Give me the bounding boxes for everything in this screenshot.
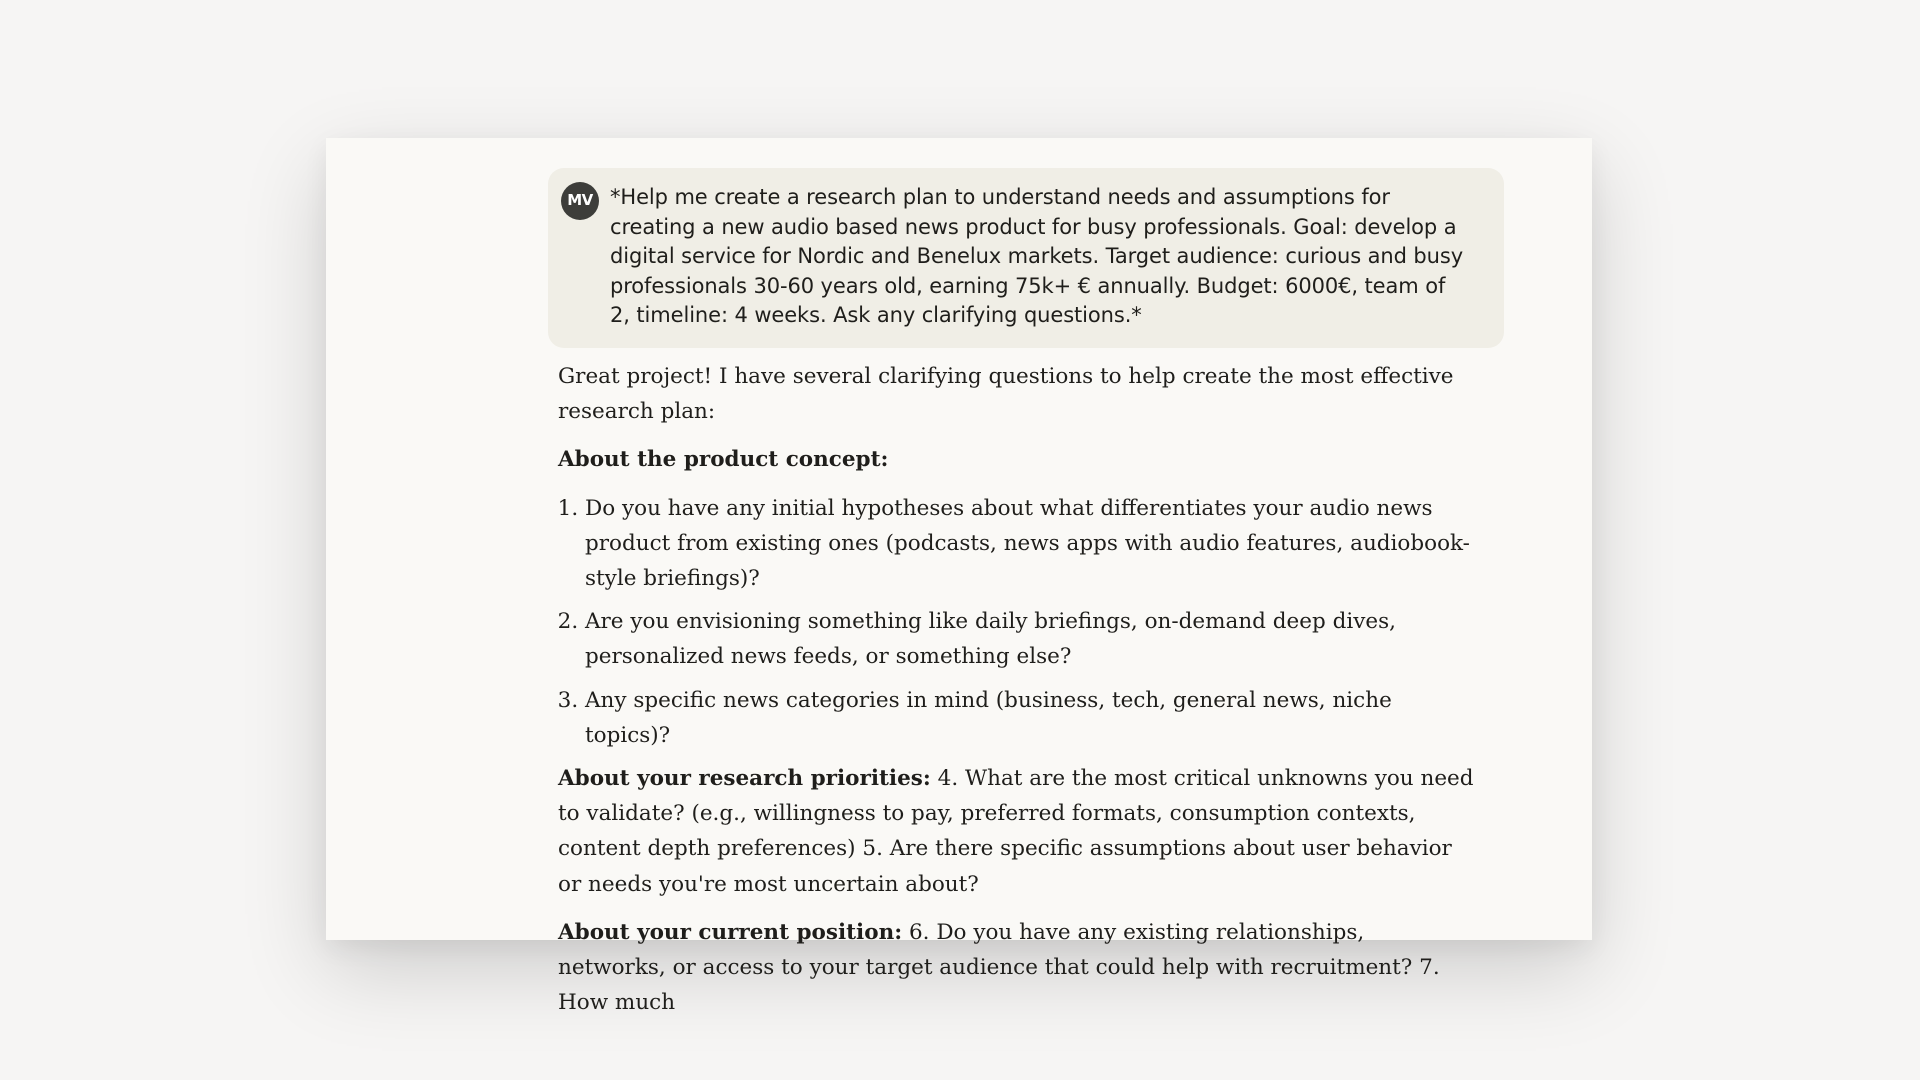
current-position-heading: About your current position:	[558, 919, 903, 945]
product-concept-heading: About the product concept:	[558, 447, 889, 473]
chat-window	[326, 138, 1592, 1016]
product-concept-list	[558, 491, 1478, 753]
assistant-intro: Great project! I have several clarifying questions to help create the most effective research plan:	[558, 364, 1454, 425]
list-item: 2. Are you envisioning something like daily briefings, on-demand deep dives, personalized news feeds, or something else?	[585, 604, 1478, 674]
user-avatar[interactable]: MV	[561, 182, 599, 220]
user-message-bubble	[548, 168, 1504, 348]
current-position-text: 6. Do you have any existing relationships, networks, or access to your target audience that could help with recruitment? 7. How much	[558, 919, 1440, 1016]
assistant-message	[558, 359, 1478, 1033]
list-item: 3. Any specific news categories in mind (business, tech, general news, niche topics)?	[585, 683, 1478, 753]
section-product-concept	[558, 442, 1478, 477]
section-research-priorities	[558, 761, 1478, 902]
research-priorities-text: 4. What are the most critical unknowns you need to validate? (e.g., willingness to pay, preferred formats, consumption contexts, content depth preferences) 5. Are there specific assumptions about user behavior or needs you're most uncertain about?	[558, 766, 1474, 897]
list-item: 1. Do you have any initial hypotheses about what differentiates your audio news product from existing ones (podcasts, news apps with audio features, audiobook-style briefings)?	[585, 491, 1478, 597]
user-message-text: *Help me create a research plan to understand needs and assumptions for creating a new audio based news product for busy professionals. Goal: develop a digital service for Nordic and Benelux markets. Target audience: curious and busy professionals 30-60 years old, earning 75k+ € annually. Budget: 6000€, team of 2, timeline: 4 weeks. Ask any clarifying questions.*	[610, 185, 1464, 328]
research-priorities-heading: About your research priorities:	[558, 766, 931, 792]
section-current-position	[558, 915, 1478, 1021]
